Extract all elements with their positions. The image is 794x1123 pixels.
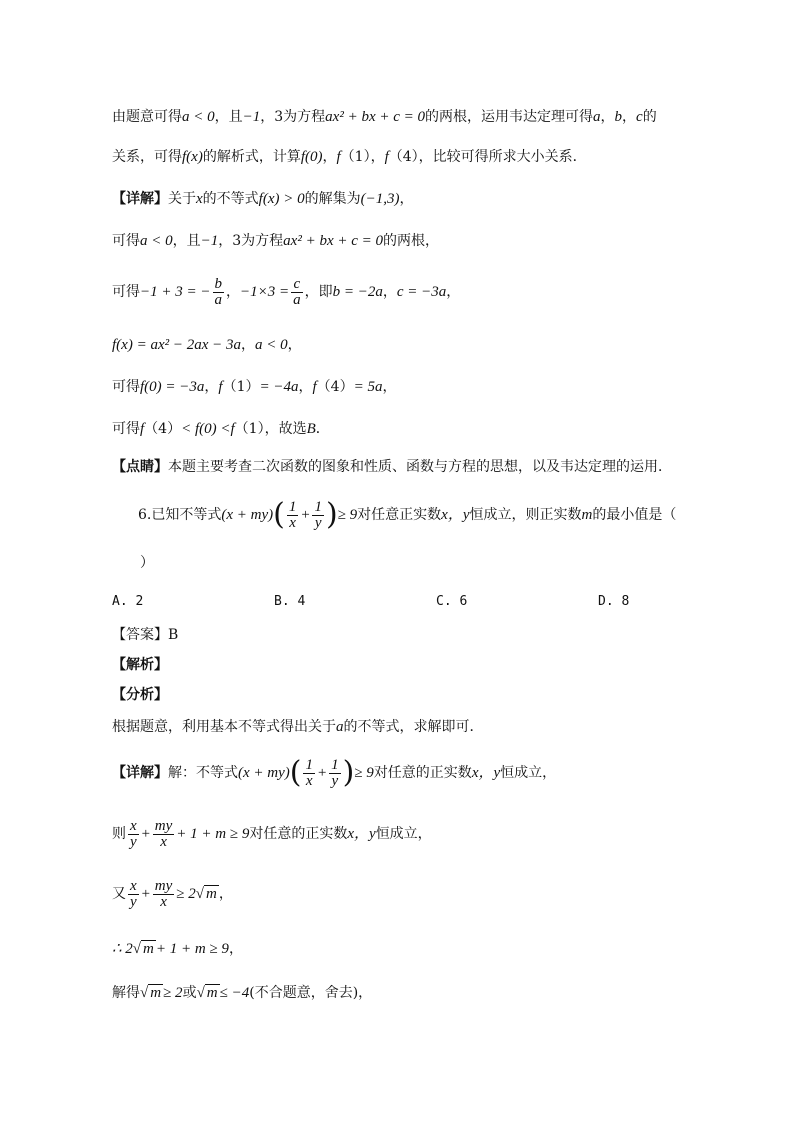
math: f xyxy=(218,379,223,395)
math: a < 0 xyxy=(255,337,288,353)
text: 恒成立， xyxy=(500,765,557,781)
math: ≥ 9 xyxy=(337,507,358,523)
math: ax² + bx + c = 0 xyxy=(283,233,384,249)
denominator: x xyxy=(305,772,313,789)
text: ， xyxy=(204,379,219,395)
denominator: x xyxy=(160,893,167,910)
text: 的两根，运用韦达定理可得 xyxy=(425,109,594,125)
section-label: 【分析】 xyxy=(112,687,168,703)
question-text: 恒成立，则正实数 xyxy=(469,507,582,523)
math: −1 xyxy=(242,109,261,125)
text: 解：不等式 xyxy=(168,765,238,781)
math: ax² + bx + c = 0 xyxy=(325,109,426,125)
question-text: 的最小值是（ xyxy=(592,507,677,523)
answer xyxy=(112,624,724,646)
radicand: m xyxy=(206,886,217,902)
text: ， xyxy=(298,379,313,395)
fenxi-label xyxy=(112,684,724,706)
text: 恒成立， xyxy=(375,826,432,842)
text: 或 xyxy=(182,985,197,1001)
fraction xyxy=(153,819,175,850)
math: + 1 + m ≥ 9 xyxy=(155,941,229,957)
question-text: 对任意正实数 xyxy=(357,507,442,523)
text-line-3 xyxy=(112,188,724,210)
radicand: m xyxy=(150,985,162,1001)
math: m xyxy=(581,507,593,523)
detail-line-4 xyxy=(112,938,724,960)
text: 可得 xyxy=(112,421,140,437)
math: ≥ 2 xyxy=(163,985,183,1001)
text-line-5 xyxy=(112,272,724,312)
fraction xyxy=(291,277,303,308)
text: （1），故选 xyxy=(234,421,307,437)
fraction xyxy=(287,500,299,531)
math: a < 0 xyxy=(182,109,215,125)
text: ， xyxy=(382,284,397,300)
sqrt: √ m xyxy=(140,985,162,1001)
text: 可得 xyxy=(112,284,140,300)
question-6-close xyxy=(140,552,724,574)
text: （4），比较可得所求大小关系． xyxy=(388,149,587,165)
text: （1）， xyxy=(340,149,385,165)
option-b: B. 4 xyxy=(274,594,306,609)
math: ∴ 2 xyxy=(112,941,133,957)
math: x，y xyxy=(347,826,376,842)
math: = 5a xyxy=(353,379,383,395)
text: 关于 xyxy=(168,191,196,207)
text: 对任意的正实数 xyxy=(373,765,472,781)
math: + xyxy=(140,886,151,902)
numerator: 1 xyxy=(331,756,339,773)
numerator: x xyxy=(130,817,137,834)
text: ， xyxy=(382,379,397,395)
text: 由题意可得 xyxy=(112,109,182,125)
math: + xyxy=(300,507,311,523)
numerator: my xyxy=(154,877,173,894)
math: x，y xyxy=(441,507,470,523)
denominator: y xyxy=(130,833,137,850)
sqrt: √ m xyxy=(195,886,217,902)
text: 解得 xyxy=(112,985,140,1001)
fraction xyxy=(312,500,324,531)
radicand: m xyxy=(206,985,218,1001)
jiexi-label xyxy=(112,654,724,676)
math: a xyxy=(593,109,601,125)
text: ， xyxy=(226,284,240,300)
text: ， xyxy=(600,109,615,125)
section-label: 【详解】 xyxy=(112,765,168,781)
denominator: y xyxy=(130,893,137,910)
text: 根据题意，利用基本不等式得出关于 xyxy=(112,719,336,735)
text: 的解集为 xyxy=(304,191,361,207)
text: ， xyxy=(287,337,302,353)
text-line-8 xyxy=(112,418,724,440)
math: b xyxy=(614,109,623,125)
sqrt: √ m xyxy=(196,985,218,1001)
option-a: A. 2 xyxy=(112,594,144,609)
text-line-6 xyxy=(112,334,724,356)
numerator: 1 xyxy=(288,498,297,515)
text: 对任意的正实数 xyxy=(249,826,348,842)
math: B xyxy=(306,421,316,437)
math: (−1,3) xyxy=(360,191,400,207)
paren-close: ) xyxy=(342,755,355,790)
math: c xyxy=(636,109,643,125)
paren-open: ( xyxy=(273,497,285,532)
section-label: 【点睛】 xyxy=(112,459,168,475)
text: 的 xyxy=(642,109,657,125)
text: （4） xyxy=(144,421,182,437)
text-line-1 xyxy=(112,106,724,128)
math: f(0) xyxy=(300,149,323,165)
detail-line-3 xyxy=(112,874,724,914)
text: 本题主要考查二次函数的图象和性质、函数与方程的思想，以及韦达定理的运用． xyxy=(168,459,672,475)
math: x xyxy=(196,191,203,207)
text: ，且 xyxy=(214,109,243,125)
math: f xyxy=(140,421,145,437)
fraction xyxy=(128,879,139,910)
numerator: 1 xyxy=(314,498,322,515)
text: ， xyxy=(446,284,461,300)
detail-line-1 xyxy=(112,750,724,796)
text: ， xyxy=(241,337,255,353)
math: f xyxy=(336,149,341,165)
text: 关系，可得 xyxy=(112,149,182,165)
math: f xyxy=(312,379,317,395)
text: (不合题意，舍去)， xyxy=(249,985,373,1001)
text: ，且 xyxy=(172,233,201,249)
text: 的不等式 xyxy=(202,191,259,207)
denominator: y xyxy=(331,772,339,789)
numerator: b xyxy=(214,275,222,292)
text: ， xyxy=(622,109,637,125)
paren-open: ( xyxy=(289,755,302,790)
math: −1 xyxy=(200,233,219,249)
text: ， xyxy=(228,941,243,957)
math: = −4a xyxy=(259,379,299,395)
math: a < 0 xyxy=(140,233,173,249)
fraction xyxy=(128,819,139,850)
text: ，3为方程 xyxy=(260,109,326,125)
text-line-4 xyxy=(112,230,724,252)
math: b = −2a xyxy=(332,284,383,300)
math: (x + my) xyxy=(238,765,290,781)
text-line-9 xyxy=(112,456,724,478)
math: f xyxy=(230,421,235,437)
math: (x + my) xyxy=(221,507,274,523)
text: （1） xyxy=(222,379,260,395)
text: （4） xyxy=(316,379,354,395)
sqrt: √ m xyxy=(132,941,154,957)
detail-line-5 xyxy=(112,982,724,1004)
answer-text: 【答案】B xyxy=(112,627,179,643)
text: ，即 xyxy=(304,284,333,300)
math: f xyxy=(384,149,389,165)
text: 又 xyxy=(112,886,126,902)
text: 可得 xyxy=(112,379,140,395)
fraction xyxy=(329,758,341,789)
detail-line-2 xyxy=(112,814,724,854)
denominator: y xyxy=(314,514,322,531)
text: ，3为方程 xyxy=(218,233,284,249)
text: 的解析式，计算 xyxy=(202,149,301,165)
math: −1×3 = xyxy=(240,284,290,300)
question-6 xyxy=(138,492,724,538)
radicand: m xyxy=(143,941,154,957)
math: < f(0) < xyxy=(181,421,231,437)
numerator: x xyxy=(130,877,137,894)
numerator: my xyxy=(154,817,173,834)
text: ， xyxy=(322,149,337,165)
numerator: c xyxy=(291,277,303,293)
question-text: 6.已知不等式 xyxy=(138,507,222,523)
section-label: 【详解】 xyxy=(112,191,168,207)
math: f(x) = ax² − 2ax − 3a xyxy=(112,337,241,353)
paren-close: ) xyxy=(325,497,338,532)
option-d: D. 8 xyxy=(598,594,630,609)
denominator: x xyxy=(160,833,167,850)
text: 的两根， xyxy=(383,233,440,249)
fraction xyxy=(303,758,315,789)
math: f(x) xyxy=(182,149,203,165)
section-label: 【解析】 xyxy=(112,657,168,673)
analysis-line xyxy=(112,716,724,738)
math: + xyxy=(140,826,151,842)
fraction xyxy=(213,277,225,308)
math: f(x) > 0 xyxy=(258,191,305,207)
denominator: x xyxy=(289,514,296,531)
numerator: 1 xyxy=(305,756,313,773)
denominator: a xyxy=(293,291,301,308)
text-line-7 xyxy=(112,376,724,398)
denominator: a xyxy=(214,291,222,308)
text: 可得 xyxy=(112,233,140,249)
option-c: C. 6 xyxy=(436,594,468,609)
math: ≥ 2 xyxy=(176,886,196,902)
math: f(0) = −3a xyxy=(140,379,205,395)
math: c = −3a xyxy=(396,284,447,300)
fraction xyxy=(153,879,175,910)
text: 则 xyxy=(112,826,126,842)
math: a xyxy=(336,719,344,735)
text: 的不等式，求解即可． xyxy=(343,719,484,735)
math: −1 + 3 = − xyxy=(140,284,211,300)
math: + 1 + m ≥ 9 xyxy=(176,826,250,842)
text-line-2 xyxy=(112,146,724,168)
math: ≤ −4 xyxy=(219,985,250,1001)
text: ， xyxy=(399,191,414,207)
math: + xyxy=(316,765,328,781)
math: ≥ 9 xyxy=(354,765,374,781)
text: ． xyxy=(315,421,330,437)
math: x，y xyxy=(471,765,501,781)
text: ， xyxy=(218,886,233,902)
question-text: ） xyxy=(140,555,154,571)
